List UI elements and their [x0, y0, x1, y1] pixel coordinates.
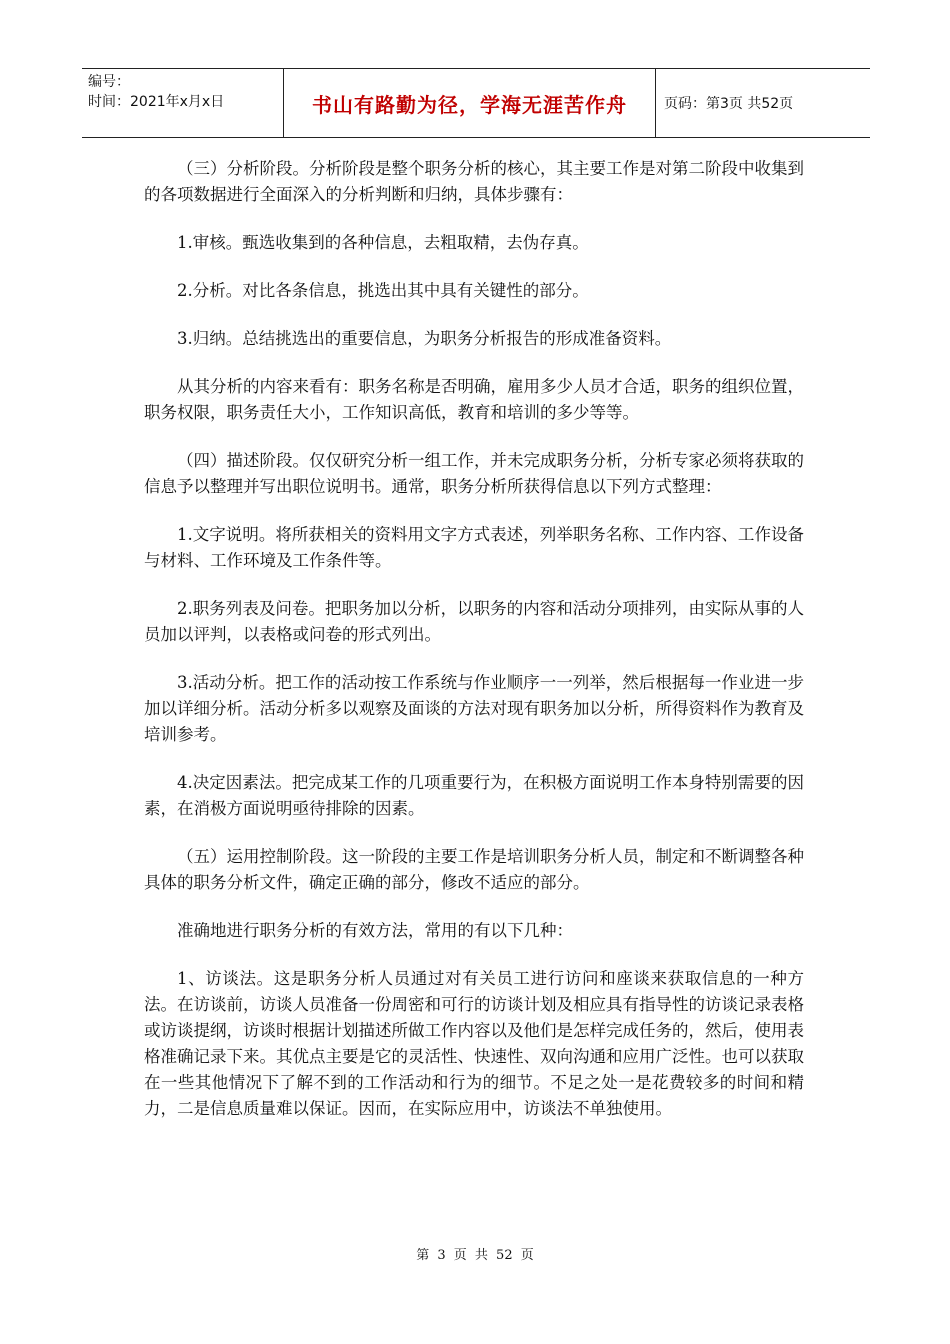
- paragraph-activity-analysis: 3.活动分析。把工作的活动按工作系统与作业顺序一一列举，然后根据每一作业进一步加以详细分析。活动分析多以观察及面谈的方法对现有职务加以分析，所得资料作为教育及培训参考。: [144, 673, 804, 744]
- header-page-code: 页码：第3页 共52页: [664, 96, 794, 112]
- page-footer: 第 3 页 共 52 页: [416, 1248, 534, 1263]
- document-number-label: 编号：: [88, 74, 130, 90]
- document-time-label: 时间：2021年x月x日: [88, 94, 225, 110]
- paragraph-interview-method: 1、访谈法。这是职务分析人员通过对有关员工进行访问和座谈来获取信息的一种方法。在访谈前，访谈人员准备一份周密和可行的访谈计划及相应具有指导性的访谈记录表格或访谈提纲，访谈时根据计划描述所做工作内容以及他们是怎样完成任务的，然后，使用表格准确记录下来。其优点主要是它的灵活性、快速性、双向沟通和应用广泛性。也可以获取在一些其他情况下了解不到的工作活动和行为的细节。不足之处一是花费较多的时间和精力，二是信息质量难以保证。因而，在实际应用中，访谈法不单独使用。: [144, 969, 804, 1118]
- header-motto: 书山有路勤为径，学海无涯苦作舟: [284, 69, 656, 137]
- paragraph-methods-intro: 准确地进行职务分析的有效方法，常用的有以下几种：: [177, 921, 573, 940]
- paragraph-job-list: 2.职务列表及问卷。把职务加以分析，以职务的内容和活动分项排列，由实际从事的人员加以评判，以表格或问卷的形式列出。: [144, 599, 804, 644]
- paragraph-text-description: 1.文字说明。将所获相关的资料用文字方式表述，列举职务名称、工作内容、工作设备与材料、工作环境及工作条件等。: [144, 525, 804, 570]
- document-body: [144, 156, 804, 1144]
- paragraph-analysis-stage: （三）分析阶段。分析阶段是整个职务分析的核心，其主要工作是对第二阶段中收集到的各项数据进行全面深入的分析判断和归纳，具体步骤有：: [144, 159, 804, 204]
- paragraph-review: 1.审核。甄选收集到的各种信息，去粗取精，去伪存真。: [177, 233, 589, 252]
- paragraph-content-view: 从其分析的内容来看有：职务名称是否明确，雇用多少人员才合适，职务的组织位置，职务权限，职务责任大小，工作知识高低，教育和培训的多少等等。: [144, 377, 804, 422]
- paragraph-description-stage: （四）描述阶段。仅仅研究分析一组工作，并未完成职务分析，分析专家必须将获取的信息予以整理并写出职位说明书。通常，职务分析所获得信息以下列方式整理：: [144, 451, 804, 496]
- paragraph-control-stage: （五）运用控制阶段。这一阶段的主要工作是培训职务分析人员，制定和不断调整各种具体的职务分析文件，确定正确的部分，修改不适应的部分。: [144, 847, 804, 892]
- paragraph-summary: 3.归纳。总结挑选出的重要信息，为职务分析报告的形成准备资料。: [177, 329, 672, 348]
- page-header: [82, 68, 870, 138]
- paragraph-analysis: 2.分析。对比各条信息，挑选出其中具有关键性的部分。: [177, 281, 589, 300]
- header-info-cell: [82, 69, 284, 137]
- paragraph-factor-method: 4.决定因素法。把完成某工作的几项重要行为，在积极方面说明工作本身特别需要的因素，在消极方面说明亟待排除的因素。: [144, 773, 804, 818]
